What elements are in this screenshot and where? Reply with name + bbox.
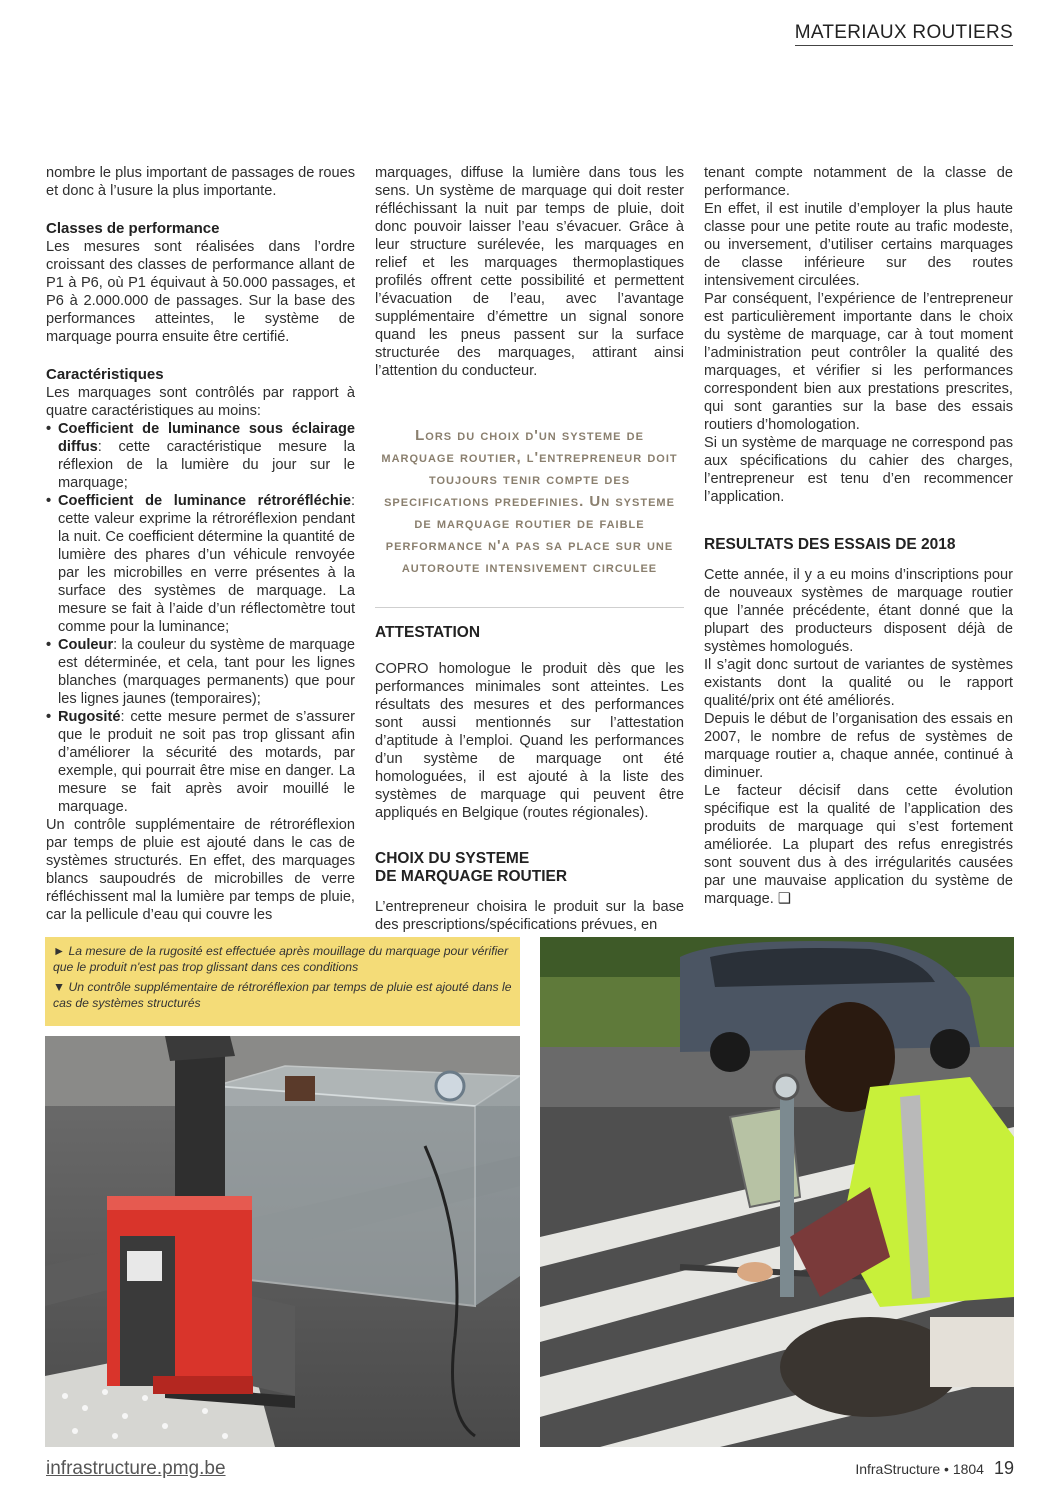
paragraph: Cette année, il y a eu moins d’inscriptions pour de nouveaux systèmes de marquage routier que l’année précédente, étant donné que la plupart des producteurs disposent déjà de systèmes homologués. xyxy=(704,567,1013,655)
magazine-issue: InfraStructure • 1804 xyxy=(855,1461,984,1477)
paragraph: nombre le plus important de passages de roues et donc à l’usure la plus importante. xyxy=(46,165,355,199)
bullet-term: Couleur xyxy=(58,637,114,653)
section-header: MATERIAUX ROUTIERS xyxy=(795,22,1013,46)
text-column-3 xyxy=(704,164,1013,908)
bullet-text: : la couleur du système de marquage est déterminée, et cela, tant pour les lignes blanches (marquages permanents) que pour les lignes jaunes (temporaires); xyxy=(58,637,355,707)
bullet-item xyxy=(46,708,355,816)
paragraph: Si un système de marquage ne correspond pas aux spécifications du cahier des charges, l’entrepreneur est tenu d’en recommencer l’application. xyxy=(704,435,1013,505)
bullet-text: : cette caractéristique mesure la réflexion de la lumière du jour sur le marquage; xyxy=(58,439,355,491)
paragraph: Par conséquent, l’expérience de l’entrepreneur est particulièrement importante dans le choix du système de marquage, car à tout moment l’administration peut contrôler la qualité des marquages, et vérifier si les performances correspondent bien aux prestations prescrites, qui sont garanties sur la base des essais routiers d’homologation. xyxy=(704,291,1013,433)
heading-resultats: RESULTATS DES ESSAIS DE 2018 xyxy=(704,536,956,553)
pull-quote: Lors du choix d'un systeme de marquage routier, l'entrepreneur doit toujours tenir compte des specifications predefinies. Un systeme de marquage routier de faible performance n'a pas sa place sur une autoroute intensivement circulee xyxy=(381,427,678,576)
heading-choix-line2: DE MARQUAGE ROUTIER xyxy=(375,868,568,885)
photo-caption-box xyxy=(45,937,520,1026)
heading-choix-line1: CHOIX DU SYSTEME xyxy=(375,850,530,867)
paragraph: En effet, il est inutile d’employer la plus haute classe pour une petite route au trafic modeste, ou inversement, d’utiliser certains marquages de classe inférieure sur des routes intensivement circulées. xyxy=(704,201,1013,289)
caption-retroreflexion: ▼ Un contrôle supplémentaire de rétroréflexion par temps de pluie est ajouté dans le cas de systèmes structurés xyxy=(53,980,512,1010)
bullet-term: Coefficient de luminance sous éclairage diffus xyxy=(58,421,355,455)
end-mark-icon: ❑ xyxy=(777,891,791,907)
paragraph: Il s’agit donc surtout de variantes de systèmes existants dont la qualité ou le rapport qualité/prix ont été améliorés. xyxy=(704,657,1013,709)
heading-attestation: ATTESTATION xyxy=(375,624,481,641)
paragraph: Les mesures sont réalisées dans l’ordre croissant des classes de performance allant de P1 à P6, où P1 équivaut à 50.000 passages, et P6 à 2.000.000 de passages. Sur la base des performances atteintes, le système de marquage pourra ensuite être certifié. xyxy=(46,239,355,345)
footer-page-info xyxy=(855,1458,1014,1479)
bullet-text: : cette valeur exprime la rétroréflexion pendant la nuit. Ce coefficient détermine la quantité de lumière des phares d’un véhicule renvoyée par les microbilles en verre présentes à la surface des systèmes de marquage. La mesure se fait à l’aide d’un réflectomètre tout comme pour la luminance; xyxy=(58,493,355,635)
paragraph: L’entrepreneur choisira le produit sur la base des prescriptions/spécifications prévues, en xyxy=(375,899,684,933)
footer-url-link[interactable]: infrastructure.pmg.be xyxy=(46,1458,226,1479)
bullet-item xyxy=(46,636,355,708)
bullet-item xyxy=(46,492,355,636)
bullet-text: : cette mesure permet de s’assurer que le produit ne soit pas trop glissant afin d’améliorer la sécurité des motards, par exemple, qui pourrait être mise en danger. La mesure se fait après avoir mouillé le marquage. xyxy=(58,709,355,815)
subheading-classes: Classes de performance xyxy=(46,220,220,237)
paragraph: COPRO homologue le produit dès que les performances minimales sont atteintes. Les résultats des mesures et des performances sont aussi mentionnés sur l’attestation d’aptitude à l’emploi. Quand les performances d’un système de marquage ont été homologuées, il est ajouté à la liste des systèmes de marquage qui peuvent être appliqués en Belgique (routes régionales). xyxy=(375,661,684,821)
caption-rugosite: ► La mesure de la rugosité est effectuée après mouillage du marquage pour vérifier que le produit n'est pas trop glissant dans ces conditions xyxy=(53,944,509,974)
photo-skid-resistance-test xyxy=(540,937,1014,1447)
paragraph: Les marquages sont contrôlés par rapport à quatre caractéristiques au moins: xyxy=(46,385,355,419)
photo-skid-resistance-illustration xyxy=(540,937,1014,1447)
bullet-item xyxy=(46,420,355,492)
bullet-term: Coefficient de luminance rétroréfléchie xyxy=(58,493,351,509)
paragraph: Depuis le début de l’organisation des essais en 2007, le nombre de refus de systèmes de marquage routier a, chaque année, continué à diminuer. xyxy=(704,711,1013,781)
photo-retroreflectometer-illustration xyxy=(45,1036,520,1447)
paragraph xyxy=(704,782,1013,908)
page-number: 19 xyxy=(993,1458,1014,1478)
photo-retroreflectometer xyxy=(45,1036,520,1447)
text-column-2 xyxy=(375,164,684,934)
paragraph: Un contrôle supplémentaire de rétroréflexion par temps de pluie est ajouté dans le cas de systèmes structurés. En effet, des marquages blancs saupoudrés de microbilles de verre réfléchissent mal la lumière par temps de pluie, car la pellicule d’eau qui couvre les xyxy=(46,817,355,923)
paragraph-text: Le facteur décisif dans cette évolution spécifique est la qualité de l’application des produits de marquage qui s’est fortement améliorée. La plupart des refus enregistrés sont souvent dus à des irrégularités causées par une mauvaise application du système de marquage. xyxy=(704,783,1013,907)
paragraph: tenant compte notamment de la classe de performance. xyxy=(704,165,1013,199)
text-column-1 xyxy=(46,164,355,924)
bullet-term: Rugosité xyxy=(58,709,121,725)
subheading-caracteristiques: Caractéristiques xyxy=(46,366,164,383)
divider xyxy=(375,607,684,608)
paragraph: marquages, diffuse la lumière dans tous les sens. Un système de marquage qui doit rester réfléchissant la nuit par temps de pluie, doit donc pouvoir laisser l’eau s’évacuer. Grâce à leur structure surélevée, les marquages en relief et les marquages thermoplastiques profilés offrent cette possibilité et permettent l’évacuation de l’eau, avec l’avantage supplémentaire d’émettre un signal sonore quand les pneus passent sur la surface structurée des marquages, attirant ainsi l’attention du conducteur. xyxy=(375,165,684,379)
